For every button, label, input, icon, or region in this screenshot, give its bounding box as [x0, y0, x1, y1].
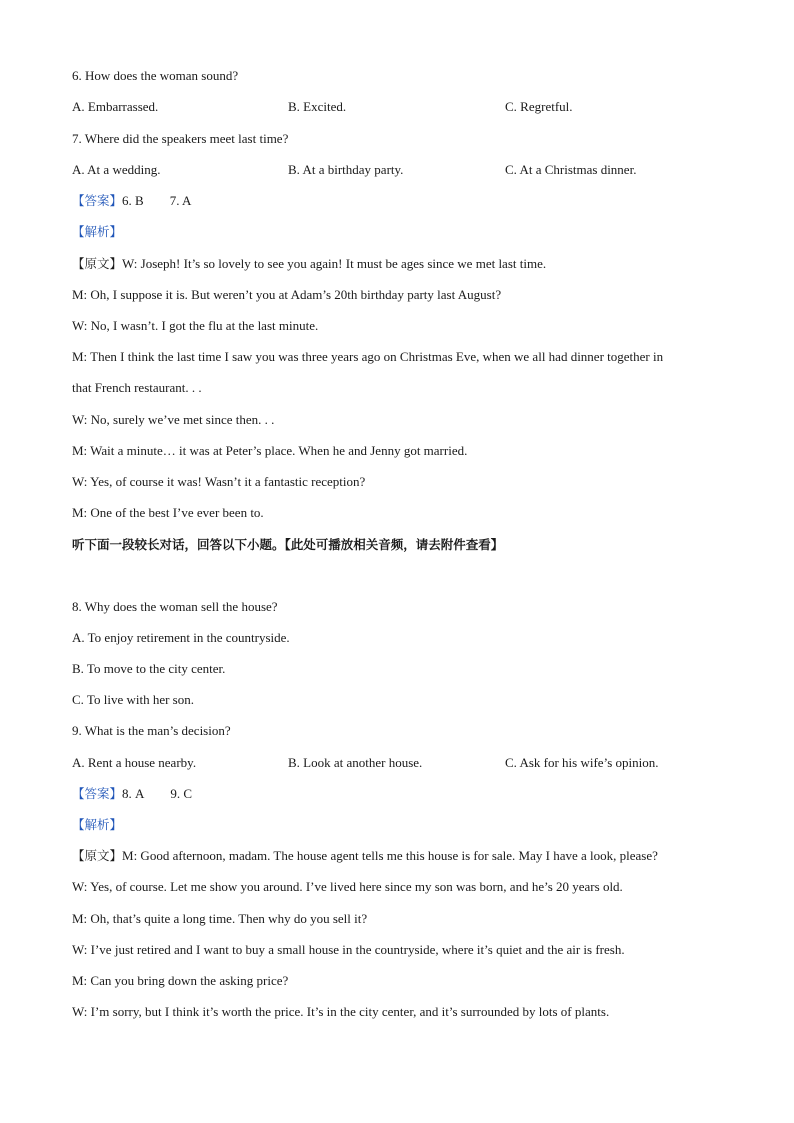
q7-option-c: C. At a Christmas dinner.: [505, 162, 637, 177]
analysis-label-2: 【解析】: [72, 817, 123, 832]
transcript-label: 【原文】: [72, 256, 123, 271]
q9-option-b: B. Look at another house.: [288, 755, 423, 770]
answer-block-1: [72, 192, 191, 210]
q6-option-a: A. Embarrassed.: [72, 99, 159, 114]
q9-option-a: A. Rent a house nearby.: [72, 755, 197, 770]
transcript-2-line-0: [72, 847, 658, 865]
transcript-1-line-0: [72, 255, 546, 273]
transcript-1-line-8: M: One of the best I’ve ever been to.: [72, 505, 264, 520]
question-8: 8. Why does the woman sell the house?: [72, 599, 278, 614]
section-instruction: 听下面一段较长对话，回答以下小题。【此处可播放相关音频，请去附件查看】: [72, 537, 504, 552]
answer-8: 8. A: [122, 786, 145, 801]
answer-block-2: [72, 785, 192, 803]
q7-option-b: B. At a birthday party.: [288, 162, 404, 177]
transcript-1-line-2: W: No, I wasn’t. I got the flu at the last minute.: [72, 318, 319, 333]
question-6: 6. How does the woman sound?: [72, 68, 239, 83]
transcript-2-line-1: W: Yes, of course. Let me show you around. I’ve lived here since my son was born, and he’s 20 years old.: [72, 879, 623, 894]
transcript-1-line-6: M: Wait a minute… it was at Peter’s place. When he and Jenny got married.: [72, 443, 468, 458]
transcript-2-line-2: M: Oh, that’s quite a long time. Then why do you sell it?: [72, 911, 368, 926]
transcript-label: 【原文】: [72, 848, 123, 863]
transcript-text: M: Good afternoon, madam. The house agent tells me this house is for sale. May I have a look, please?: [122, 848, 658, 863]
q6-option-b: B. Excited.: [288, 99, 347, 114]
transcript-2-line-5: W: I’m sorry, but I think it’s worth the price. It’s in the city center, and it’s surrounded by lots of plants.: [72, 1004, 610, 1019]
question-7: 7. Where did the speakers meet last time?: [72, 131, 289, 146]
answer-7: 7. A: [169, 193, 192, 208]
answer-label: 【答案】: [72, 786, 123, 801]
transcript-1-line-3: M: Then I think the last time I saw you was three years ago on Christmas Eve, when we all had dinner together in: [72, 349, 664, 364]
q8-option-b: B. To move to the city center.: [72, 661, 226, 676]
answer-label: 【答案】: [72, 193, 123, 208]
transcript-2-line-3: W: I’ve just retired and I want to buy a small house in the countryside, where it’s quiet and the air is fresh.: [72, 942, 625, 957]
transcript-1-line-7: W: Yes, of course it was! Wasn’t it a fantastic reception?: [72, 474, 366, 489]
q8-option-a: A. To enjoy retirement in the countryside.: [72, 630, 290, 645]
analysis-label-1: 【解析】: [72, 224, 123, 239]
q7-option-a: A. At a wedding.: [72, 162, 161, 177]
transcript-text: W: Joseph! It’s so lovely to see you again! It must be ages since we met last time.: [122, 256, 547, 271]
q8-option-c: C. To live with her son.: [72, 692, 194, 707]
transcript-2-line-4: M: Can you bring down the asking price?: [72, 973, 289, 988]
transcript-1-line-5: W: No, surely we’ve met since then. . .: [72, 412, 275, 427]
question-9: 9. What is the man’s decision?: [72, 723, 231, 738]
answer-6: 6. B: [122, 193, 144, 208]
q6-option-c: C. Regretful.: [505, 99, 573, 114]
transcript-1-line-1: M: Oh, I suppose it is. But weren’t you at Adam’s 20th birthday party last August?: [72, 287, 502, 302]
q9-option-c: C. Ask for his wife’s opinion.: [505, 755, 659, 770]
transcript-1-line-4: that French restaurant. . .: [72, 380, 202, 395]
answer-9: 9. C: [170, 786, 193, 801]
